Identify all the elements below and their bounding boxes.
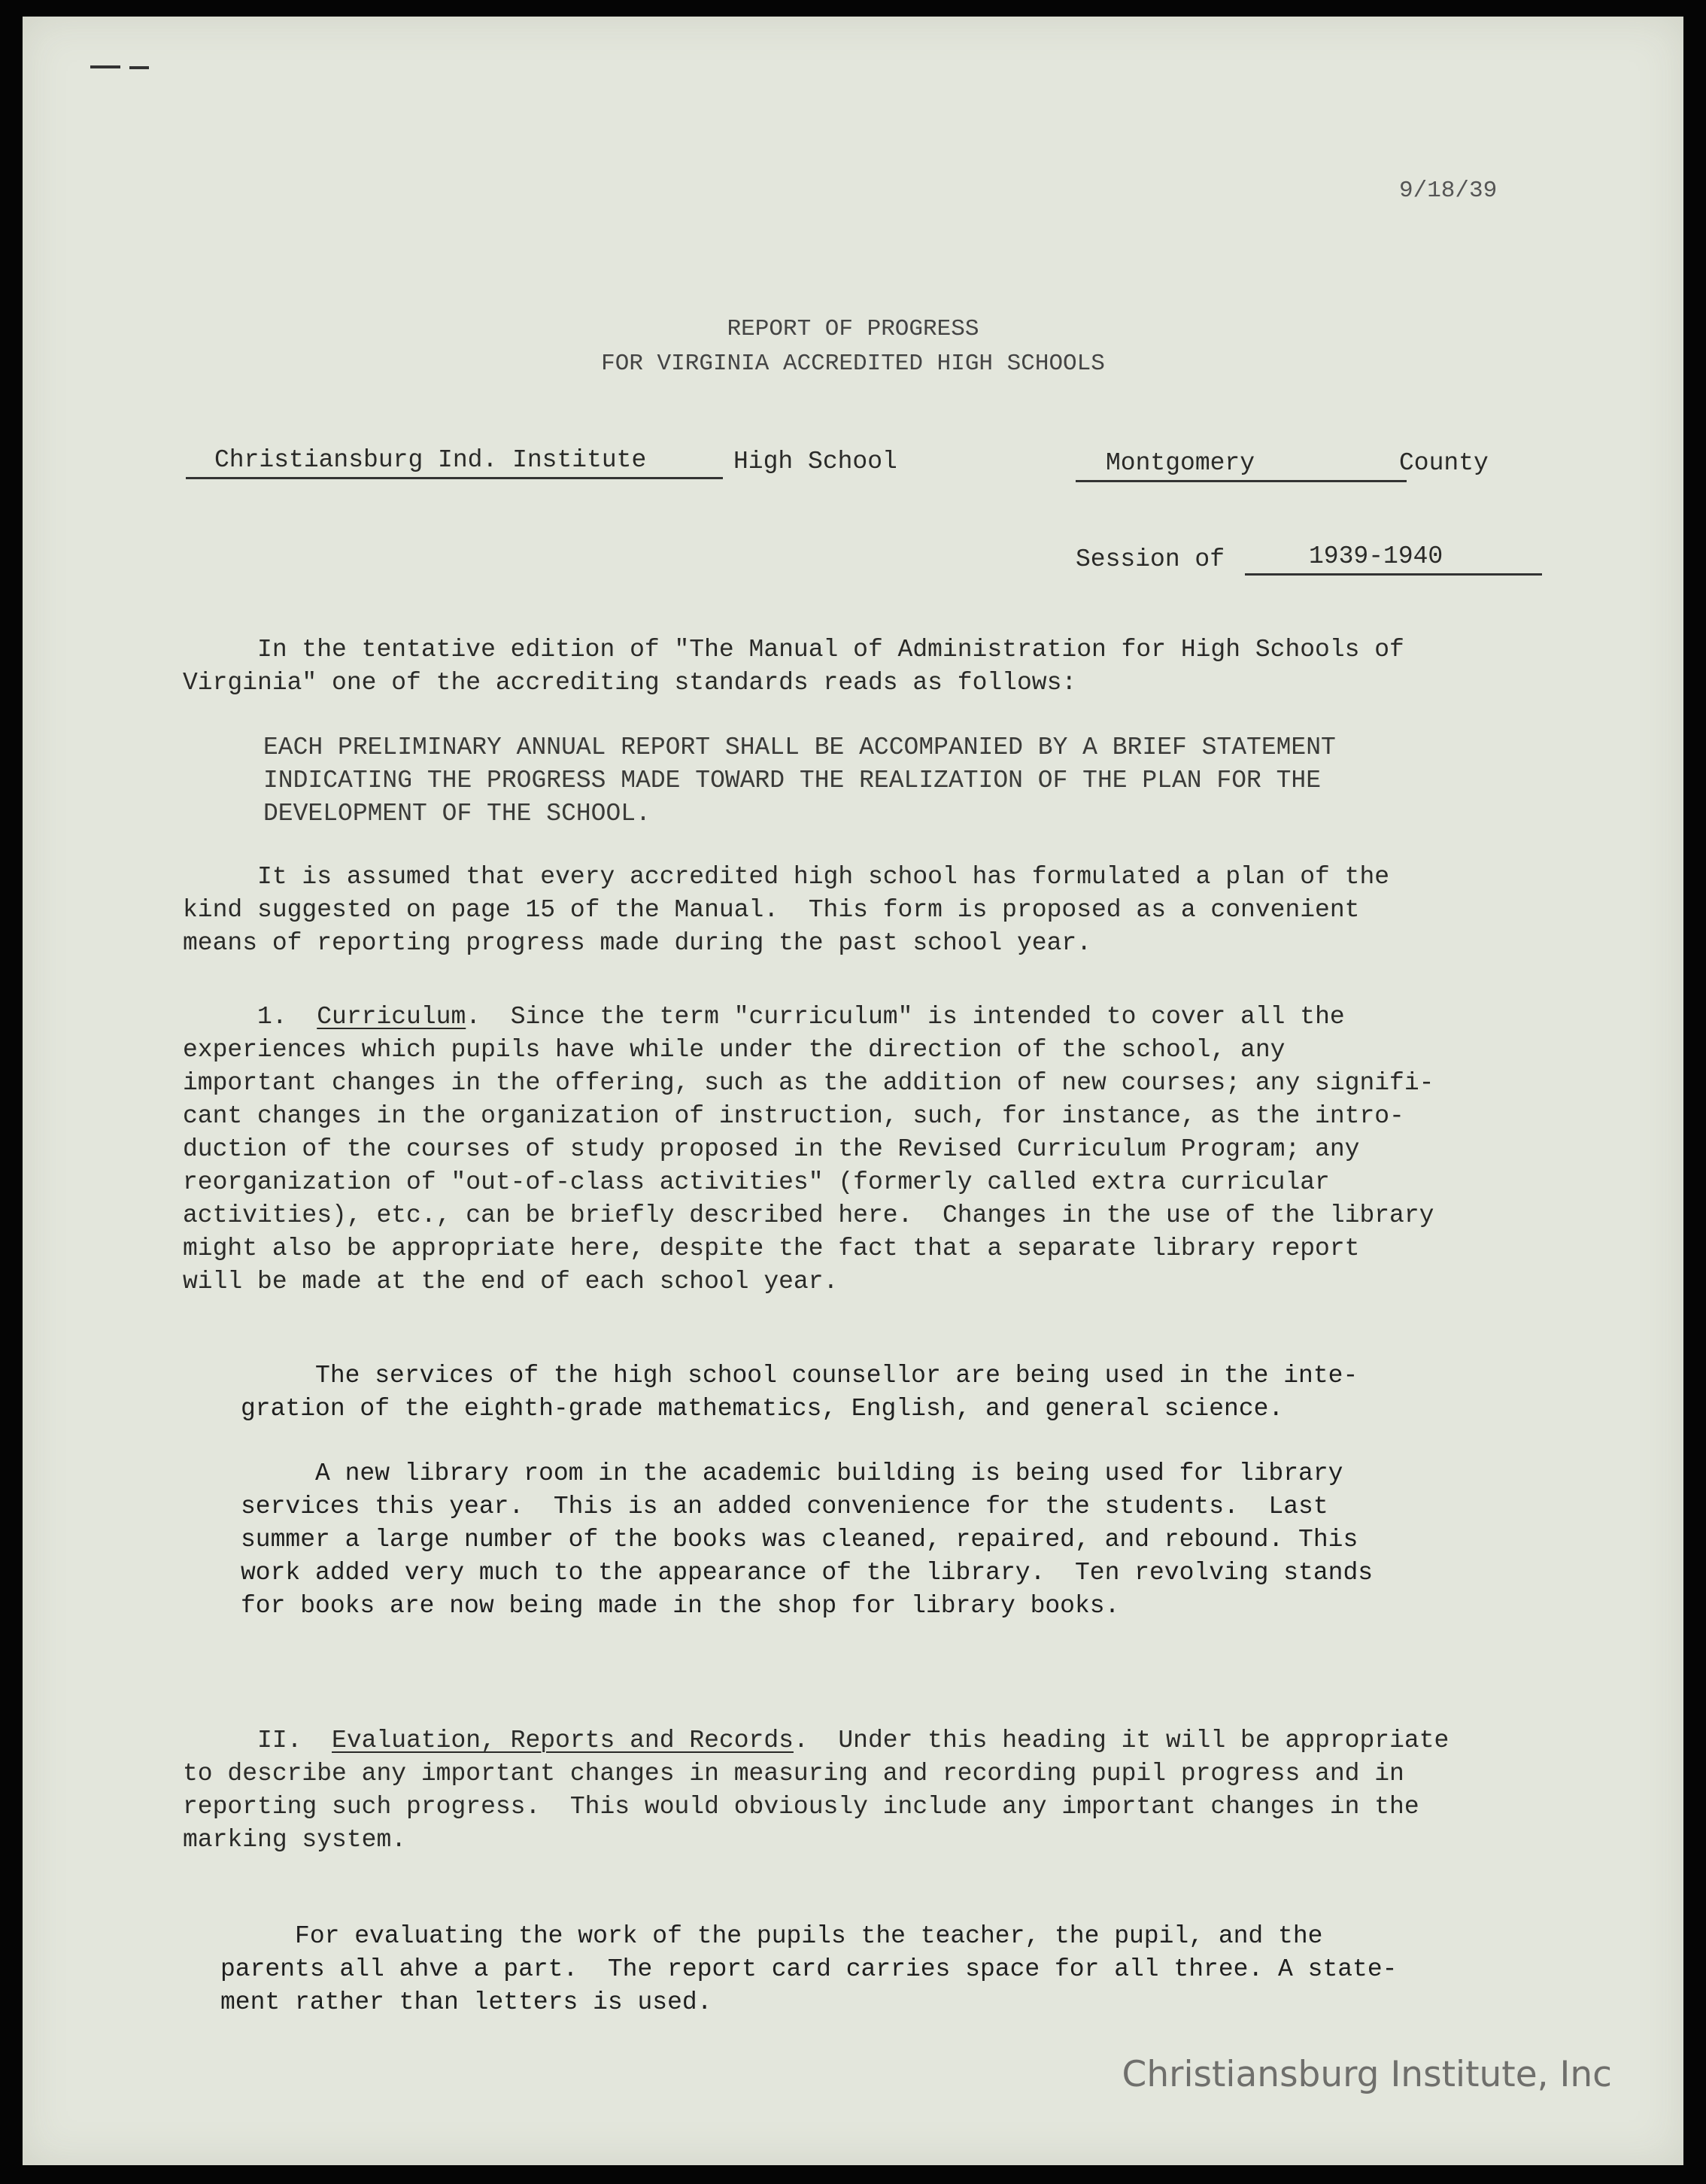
document-date: 9/18/39: [1399, 178, 1498, 204]
paragraph-line: will be made at the end of each school year.: [183, 1268, 839, 1296]
response-line: A new library room in the academic building is being used for library: [241, 1460, 1343, 1487]
response-line: work added very much to the appearance of the library. Ten revolving stands: [241, 1559, 1374, 1587]
response-line: For evaluating the work of the pupils the teacher, the pupil, and the: [220, 1922, 1323, 1950]
assumption-paragraph: [183, 861, 1389, 960]
counsellor-response: [241, 1359, 1358, 1426]
county-name-underline: [1076, 480, 1407, 482]
paragraph-line: kind suggested on page 15 of the Manual. This form is proposed as a convenient: [183, 896, 1360, 924]
section-first-line: [183, 1724, 1449, 1757]
paragraph-line: reporting such progress. This would obviously include any important changes in the: [183, 1793, 1419, 1821]
session-underline: [1245, 573, 1542, 576]
paragraph-line: to describe any important changes in measuring and recording pupil progress and in: [183, 1760, 1404, 1788]
evaluation-section: [183, 1724, 1449, 1857]
paragraph-line: activities), etc., can be briefly described here. Changes in the use of the library: [183, 1201, 1434, 1229]
document-page: [23, 17, 1683, 2165]
section-first-line: [183, 1001, 1434, 1034]
response-line: ment rather than letters is used.: [220, 1988, 712, 2016]
section-first-line-rest: . Under this heading it will be appropriate: [793, 1727, 1449, 1754]
school-name-underline: [186, 477, 723, 479]
paragraph-line: In the tentative edition of "The Manual of Administration for High Schools of: [183, 636, 1404, 664]
paragraph-line: important changes in the offering, such as the addition of new courses; any signifi-: [183, 1069, 1434, 1097]
quote-line: DEVELOPMENT OF THE SCHOOL.: [263, 800, 651, 828]
intro-paragraph: [183, 633, 1404, 700]
paragraph-line: experiences which pupils have while under the direction of the school, any: [183, 1036, 1286, 1064]
paragraph-line: duction of the courses of study proposed in the Revised Curriculum Program; any: [183, 1135, 1360, 1163]
section-first-line-rest: . Since the term "curriculum" is intended to cover all the: [466, 1003, 1345, 1031]
archive-watermark: Christiansburg Institute, Inc: [1122, 2054, 1612, 2095]
county-name-field: Montgomery: [1106, 449, 1255, 477]
paragraph-line: cant changes in the organization of instruction, such, for instance, as the intro-: [183, 1102, 1404, 1130]
evaluation-response: [220, 1920, 1397, 2019]
paragraph-line: marking system.: [183, 1826, 407, 1854]
ink-mark: [90, 62, 158, 72]
quote-line: INDICATING THE PROGRESS MADE TOWARD THE REALIZATION OF THE PLAN FOR THE: [263, 767, 1322, 794]
section-heading: Evaluation, Reports and Records: [332, 1727, 794, 1754]
paragraph-line: It is assumed that every accredited high school has formulated a plan of the: [183, 863, 1390, 891]
paragraph-line: reorganization of "out-of-class activities" (formerly called extra curricular: [183, 1168, 1330, 1196]
section-number: 1.: [183, 1003, 317, 1031]
curriculum-section: [183, 1001, 1434, 1299]
session-value-field: 1939-1940: [1309, 542, 1443, 570]
response-line: The services of the high school counsellor are being used in the inte-: [241, 1362, 1358, 1390]
accrediting-standard-quote: [263, 731, 1336, 831]
section-heading: Curriculum: [317, 1003, 466, 1031]
response-line: services this year. This is an added convenience for the students. Last: [241, 1493, 1328, 1520]
response-line: summer a large number of the books was cleaned, repaired, and rebound. This: [241, 1526, 1358, 1554]
paragraph-line: means of reporting progress made during the past school year.: [183, 929, 1091, 957]
section-number: II.: [183, 1727, 332, 1754]
response-line: parents all ahve a part. The report card carries space for all three. A state-: [220, 1955, 1398, 1983]
library-response: [241, 1457, 1373, 1623]
quote-line: EACH PRELIMINARY ANNUAL REPORT SHALL BE ACCOMPANIED BY A BRIEF STATEMENT: [263, 734, 1336, 761]
report-subtitle: FOR VIRGINIA ACCREDITED HIGH SCHOOLS: [601, 351, 1105, 377]
paragraph-line: Virginia" one of the accrediting standards reads as follows:: [183, 669, 1077, 697]
response-line: gration of the eighth-grade mathematics, English, and general science.: [241, 1395, 1284, 1423]
response-line: for books are now being made in the shop for library books.: [241, 1592, 1120, 1620]
report-title: REPORT OF PROGRESS: [727, 316, 979, 342]
paragraph-line: might also be appropriate here, despite the fact that a separate library report: [183, 1235, 1360, 1262]
school-name-field: Christiansburg Ind. Institute: [214, 446, 647, 474]
county-suffix-label: County: [1399, 449, 1489, 477]
school-suffix-label: High School: [733, 448, 897, 475]
session-label: Session of: [1076, 545, 1225, 573]
